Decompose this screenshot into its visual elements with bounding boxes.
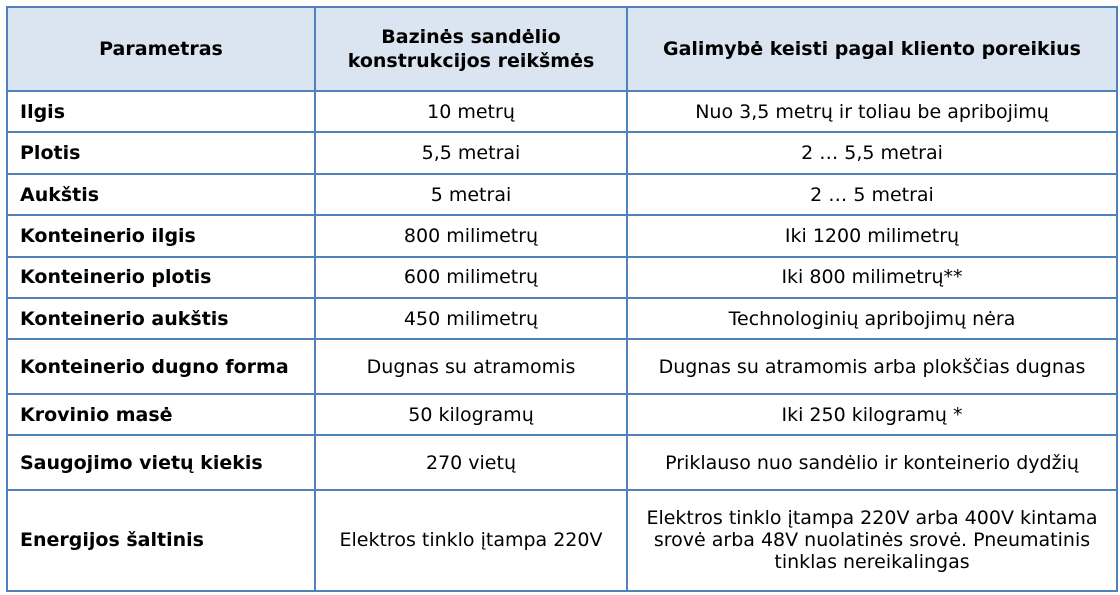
base-value: 450 milimetrų xyxy=(315,298,627,339)
base-value: 50 kilogramų xyxy=(315,394,627,435)
custom-value: Iki 1200 milimetrų xyxy=(627,215,1117,256)
custom-value: 2 … 5,5 metrai xyxy=(627,132,1117,173)
table-row xyxy=(7,91,1117,132)
custom-value: Iki 800 milimetrų** xyxy=(627,257,1117,298)
base-value: Elektros tinklo įtampa 220V xyxy=(315,490,627,591)
table-row xyxy=(7,215,1117,256)
custom-value: Nuo 3,5 metrų ir toliau be apribojimų xyxy=(627,91,1117,132)
table-row xyxy=(7,394,1117,435)
param-name: Krovinio masė xyxy=(7,394,315,435)
header-customization: Galimybė keisti pagal kliento poreikius xyxy=(627,7,1117,91)
base-value: 5 metrai xyxy=(315,174,627,215)
table-row xyxy=(7,132,1117,173)
param-name: Konteinerio aukštis xyxy=(7,298,315,339)
base-value: 600 milimetrų xyxy=(315,257,627,298)
custom-value: Technologinių apribojimų nėra xyxy=(627,298,1117,339)
param-name: Konteinerio ilgis xyxy=(7,215,315,256)
param-name: Aukštis xyxy=(7,174,315,215)
custom-value: Iki 250 kilogramų * xyxy=(627,394,1117,435)
param-name: Konteinerio dugno forma xyxy=(7,339,315,394)
param-name: Konteinerio plotis xyxy=(7,257,315,298)
base-value: 270 vietų xyxy=(315,435,627,490)
table-header-row xyxy=(7,7,1117,91)
header-parameter: Parametras xyxy=(7,7,315,91)
param-name: Energijos šaltinis xyxy=(7,490,315,591)
table-row xyxy=(7,490,1117,591)
custom-value: Priklauso nuo sandėlio ir konteinerio dydžių xyxy=(627,435,1117,490)
table-row xyxy=(7,435,1117,490)
param-name: Saugojimo vietų kiekis xyxy=(7,435,315,490)
param-name: Ilgis xyxy=(7,91,315,132)
base-value: Dugnas su atramomis xyxy=(315,339,627,394)
table-row xyxy=(7,257,1117,298)
custom-value: 2 … 5 metrai xyxy=(627,174,1117,215)
base-value: 800 milimetrų xyxy=(315,215,627,256)
param-name: Plotis xyxy=(7,132,315,173)
parameters-table xyxy=(6,6,1118,592)
table-row xyxy=(7,339,1117,394)
base-value: 10 metrų xyxy=(315,91,627,132)
table-row xyxy=(7,174,1117,215)
custom-value: Dugnas su atramomis arba plokščias dugnas xyxy=(627,339,1117,394)
custom-value: Elektros tinklo įtampa 220V arba 400V kintama srovė arba 48V nuolatinės srovė. Pneumatinis tinklas nereikalingas xyxy=(627,490,1117,591)
table-row xyxy=(7,298,1117,339)
header-base-values: Bazinės sandėlio konstrukcijos reikšmės xyxy=(315,7,627,91)
base-value: 5,5 metrai xyxy=(315,132,627,173)
